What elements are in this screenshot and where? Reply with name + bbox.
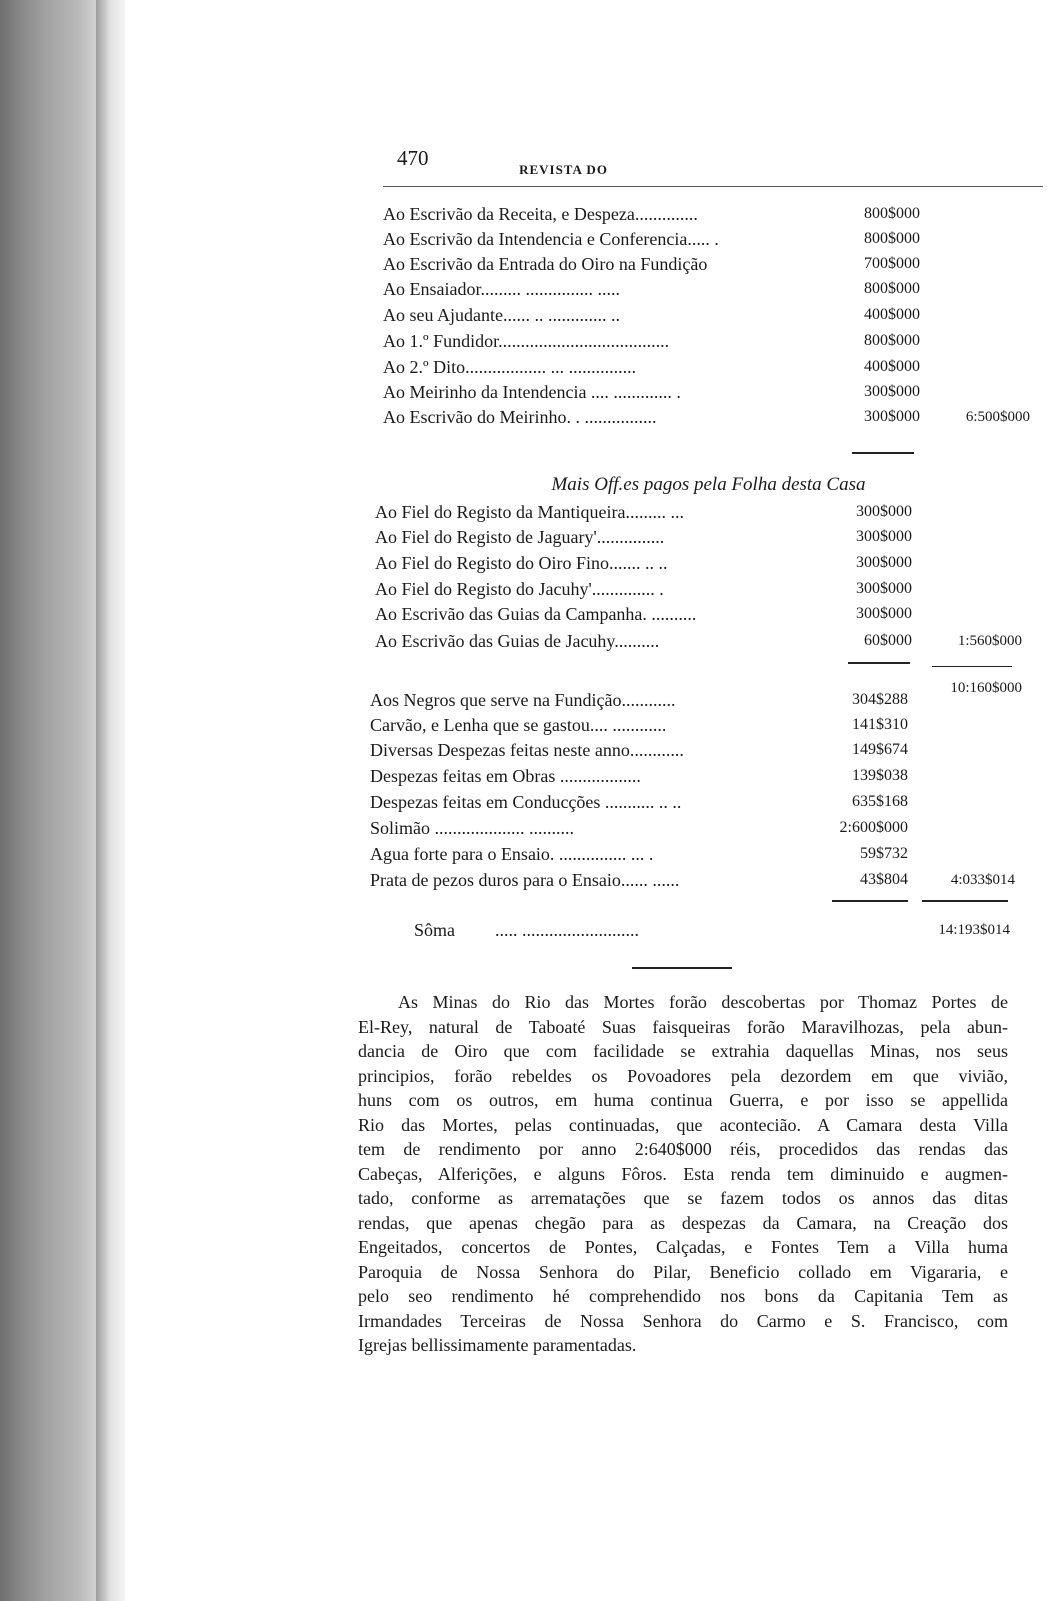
ledger-label: Despezas feitas em Conducções ........... .. .. (370, 792, 682, 812)
ledger-label: Ao Escrivão da Entrada do Oiro na Fundição (383, 254, 708, 274)
ledger-row (0, 405, 1047, 429)
ledger-row (0, 525, 1047, 549)
section-divider (632, 967, 732, 969)
ledger-label: Ao seu Ajudante...... .. ............. .. (383, 305, 620, 325)
header-rule (383, 186, 1043, 187)
ledger-amount: 141$310 (852, 716, 908, 733)
ledger-row (0, 227, 1047, 251)
ledger-label: Ao 1.º Fundidor...................................... (383, 331, 670, 351)
grand-total-label: Sôma (414, 920, 456, 940)
paragraph-line: Rio das Mortes, pelas continuadas, que acontecião. A Camara desta Villa (358, 1114, 1008, 1135)
paragraph-line: Cabeças, Alferições, e alguns Fôros. Esta renda tem diminuido e augmen- (358, 1163, 1008, 1184)
ledger-amount: 300$000 (856, 554, 912, 571)
ledger-row (0, 277, 1047, 301)
ledger-amount: 300$000 (864, 383, 920, 400)
paragraph-line: dancia de Oiro que com facilidade se extrahia daquellas Minas, nos seus (358, 1041, 1008, 1061)
ledger-label: Ao Ensaiador......... ............... ..... (383, 279, 620, 299)
ledger-amount: 43$804 (860, 871, 908, 888)
paragraph-line: pelo seo rendimento hé comprehendido nos bons da Capitania Tem as (358, 1286, 1008, 1306)
ledger-amount: 139$038 (852, 767, 908, 784)
section-heading: Mais Off.es pagos pela Folha desta Casa (551, 474, 866, 495)
ledger-row (0, 355, 1047, 379)
paragraph-line: El-Rey, natural de Taboaté Suas faisqueiras forão Maravilhozas, pela abun- (358, 1016, 1008, 1037)
ledger-row (0, 764, 1047, 788)
ledger-amount: 300$000 (856, 503, 912, 520)
ledger-row (0, 551, 1047, 575)
ledger-row (0, 816, 1047, 840)
ledger-row (0, 629, 1047, 653)
subtotal-rule (832, 900, 908, 902)
ledger-amount: 400$000 (864, 358, 920, 375)
paragraph-line: Engeitados, concertos de Pontes, Calçadas, e Fontes Tem a Villa huma (358, 1237, 1008, 1257)
section-subtotal: 6:500$000 (965, 409, 1030, 425)
ledger-label: Carvão, e Lenha que se gastou.... ............ (370, 715, 667, 735)
ledger-amount: 400$000 (864, 306, 920, 323)
ledger-label: Aos Negros que serve na Fundição............ (370, 690, 676, 710)
ledger-label: Ao Escrivão das Guias da Campanha. .......... (375, 604, 697, 624)
ledger-amount: 2:600$000 (839, 819, 908, 836)
section-subtotal: 4:033$014 (950, 872, 1015, 888)
ledger-amount: 300$000 (856, 605, 912, 622)
ledger-row (0, 252, 1047, 276)
ledger-row (0, 602, 1047, 626)
ledger-row (0, 500, 1047, 524)
running-head: REVISTA DO (519, 162, 608, 177)
subtotal-rule (852, 452, 914, 454)
paragraph-line: Igrejas bellissimamente paramentadas. (358, 1335, 637, 1355)
ledger-label: Solimão .................... .......... (370, 818, 575, 838)
ledger-amount: 700$000 (864, 255, 920, 272)
ledger-row (0, 577, 1047, 601)
paragraph-line: As Minas do Rio das Mortes forão descobertas por Thomaz Portes de (398, 992, 1008, 1012)
paragraph-line: rendas, que apenas chegão para as despezas da Camara, na Creação dos (358, 1212, 1008, 1233)
ledger-row (0, 202, 1047, 226)
subtotal-rule (848, 662, 910, 664)
paragraph-line: Irmandades Terceiras de Nossa Senhora do Carmo e S. Francisco, com (358, 1310, 1008, 1331)
ledger-label: Ao Escrivão das Guias de Jacuhy.......... (375, 631, 660, 651)
ledger-label: Ao Meirinho da Intendencia .... ............. . (383, 382, 681, 402)
ledger-row (0, 868, 1047, 892)
grand-total-value: 14:193$014 (938, 922, 1010, 938)
paragraph-line: huns com os outros, em huma continua Guerra, e por isso se appellida (358, 1090, 1008, 1110)
ledger-amount: 800$000 (864, 230, 920, 247)
ledger-row (0, 303, 1047, 327)
ledger-label: Ao Fiel do Registo do Jacuhy'.............. . (375, 579, 664, 599)
ledger-row (0, 713, 1047, 737)
ledger-amount: 300$000 (856, 580, 912, 597)
ledger-label: Ao Escrivão do Meirinho. . ................ (383, 407, 657, 427)
total-rule (922, 900, 1008, 902)
ledger-row (0, 842, 1047, 866)
ledger-label: Ao 2.º Dito.................. ... ............... (383, 357, 637, 377)
ledger-amount: 149$674 (852, 741, 908, 758)
ledger-label: Agua forte para o Ensaio. ............... ... . (370, 844, 654, 864)
ledger-amount: 300$000 (856, 528, 912, 545)
total-rule (932, 666, 1012, 667)
grand-total-row (0, 918, 1047, 942)
section-subtotal: 1:560$000 (957, 633, 1022, 649)
grand-total-leader: ..... .......................... (495, 920, 639, 940)
ledger-label: Ao Fiel do Registo de Jaguary'............... (375, 527, 665, 547)
paragraph-line: principios, forão rebeldes os Povoadores pela dezordem em que vivião, (358, 1065, 1008, 1086)
ledger-amount: 59$732 (860, 845, 908, 862)
ledger-label: Ao Escrivão da Receita, e Despeza.............. (383, 204, 698, 224)
paragraph-line: tem de rendimento por anno 2:640$000 réis, procedidos das rendas das (358, 1139, 1008, 1159)
ledger-row (0, 380, 1047, 404)
ledger-row (0, 738, 1047, 762)
ledger-label: Ao Fiel do Registo do Oiro Fino....... .. .. (375, 553, 668, 573)
running-total: 10:160$000 (950, 680, 1022, 696)
ledger-amount: 304$288 (852, 691, 908, 708)
paragraph-line: tado, conforme as arrematações que se fazem todos os annos das ditas (358, 1188, 1008, 1208)
ledger-amount: 300$000 (864, 408, 920, 425)
ledger-amount: 800$000 (864, 205, 920, 222)
ledger-amount: 60$000 (864, 632, 912, 649)
ledger-label: Despezas feitas em Obras .................. (370, 766, 641, 786)
ledger-row (0, 329, 1047, 353)
page-number: 470 (397, 146, 429, 170)
ledger-row (0, 688, 1047, 712)
ledger-amount: 800$000 (864, 332, 920, 349)
ledger-label: Diversas Despezas feitas neste anno............ (370, 740, 684, 760)
ledger-amount: 800$000 (864, 280, 920, 297)
ledger-label: Prata de pezos duros para o Ensaio...... ...... (370, 870, 680, 890)
ledger-amount: 635$168 (852, 793, 908, 810)
body-paragraph (358, 990, 1008, 1358)
ledger-label: Ao Fiel do Registo da Mantiqueira......... ... (375, 502, 684, 522)
ledger-label: Ao Escrivão da Intendencia e Conferencia..... . (383, 229, 719, 249)
ledger-row (0, 790, 1047, 814)
paragraph-line: Paroquia de Nossa Senhora do Pilar, Beneficio collado em Vigararia, e (358, 1261, 1008, 1282)
